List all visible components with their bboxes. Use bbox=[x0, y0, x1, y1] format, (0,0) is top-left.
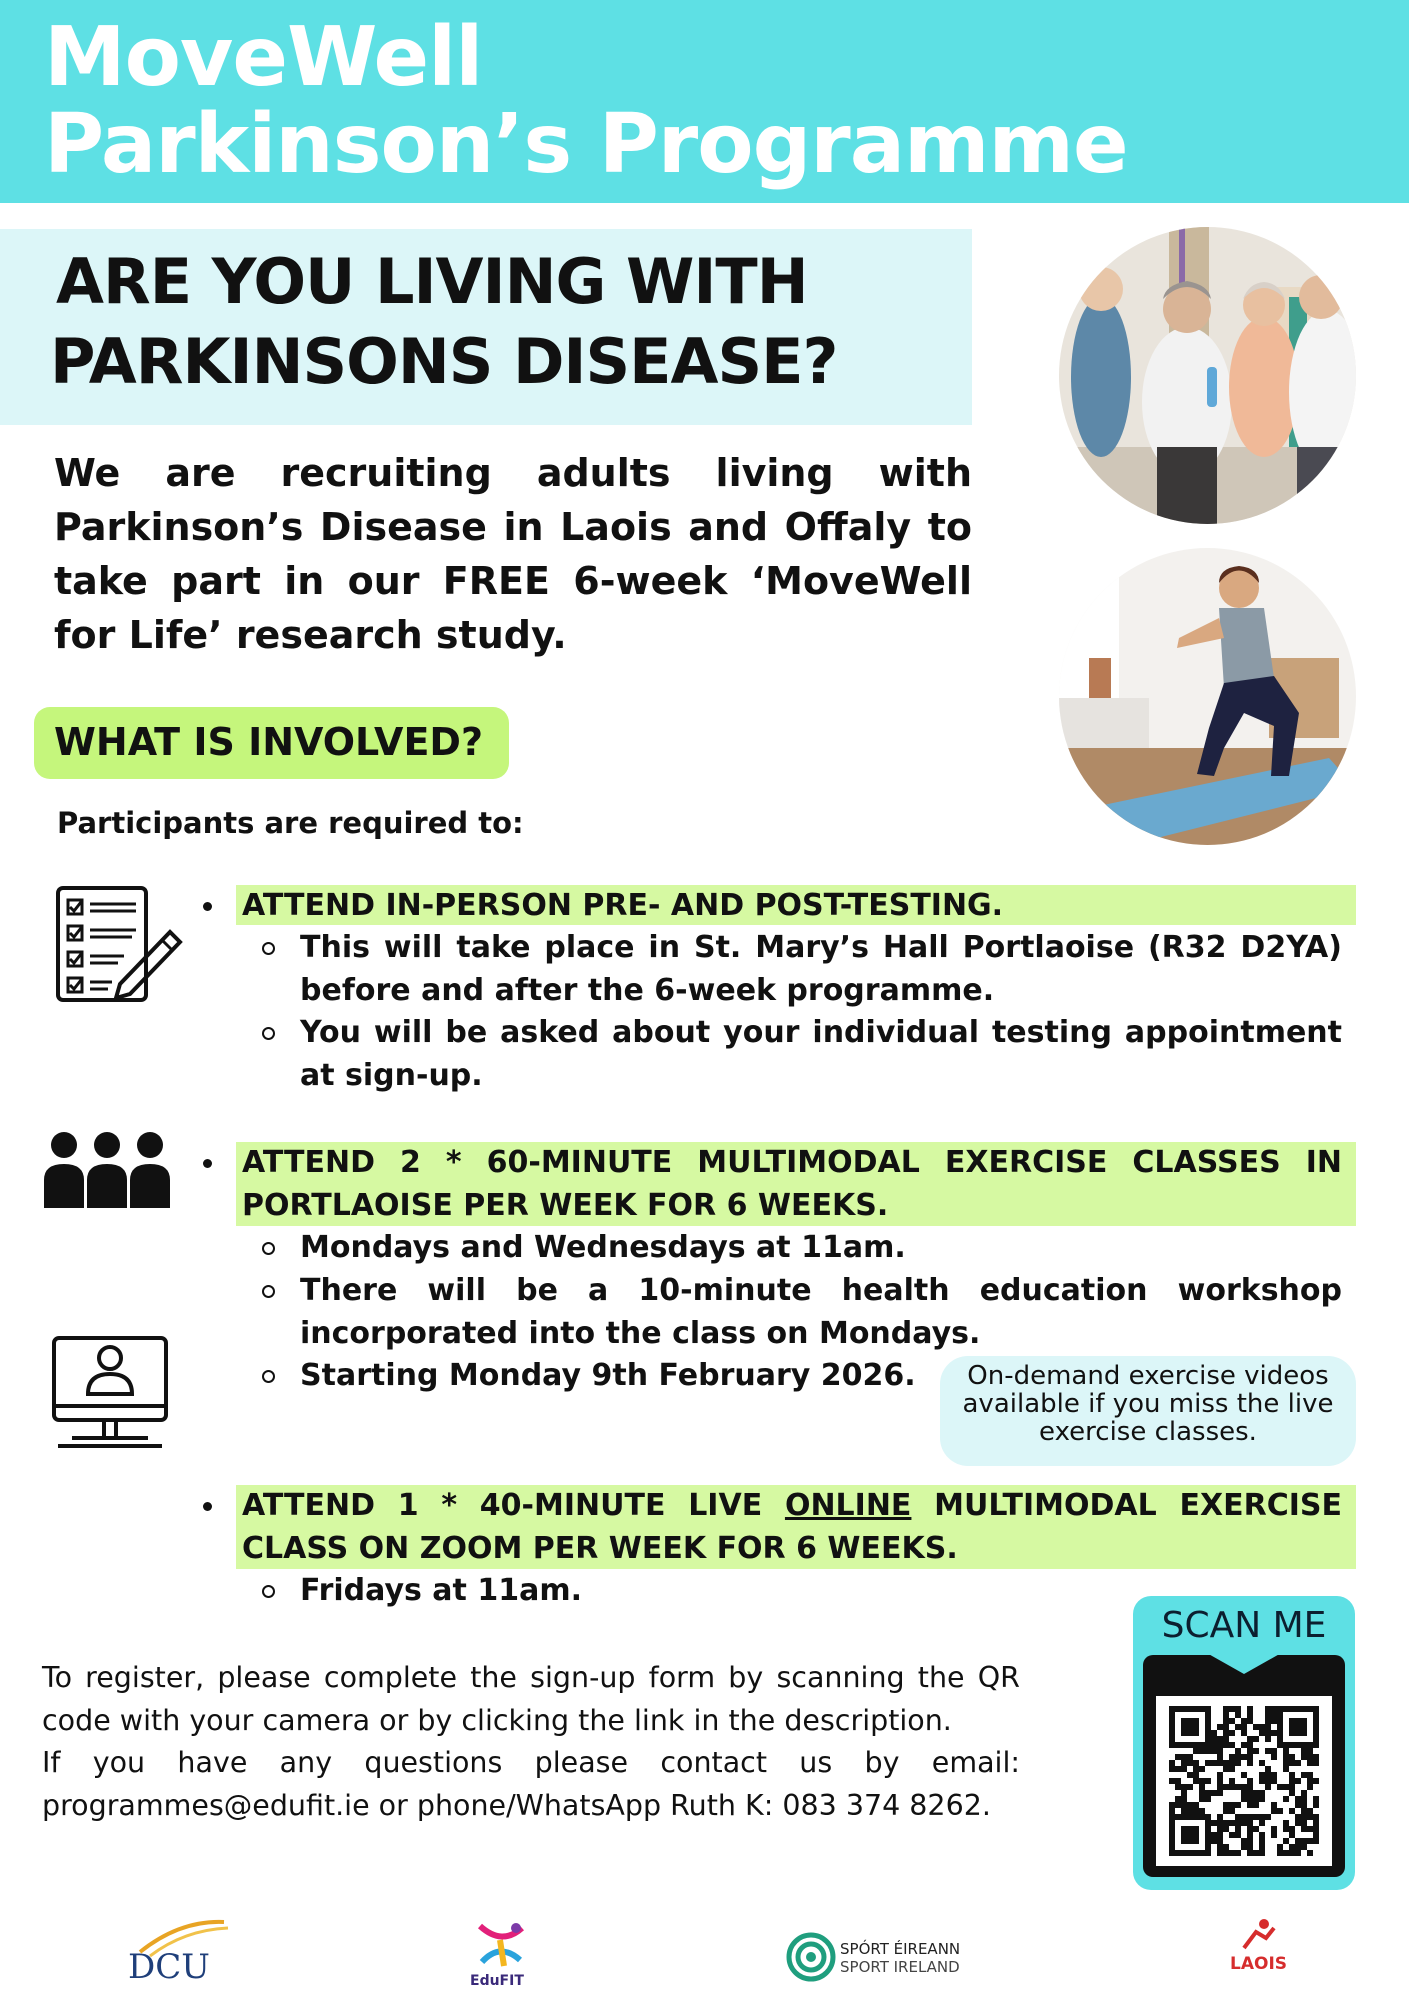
on-demand-note bbox=[940, 1356, 1356, 1466]
question-line-1: ARE YOU LIVING WITH bbox=[56, 245, 808, 318]
item1-heading: ATTEND IN-PERSON PRE- AND POST-TESTING. bbox=[242, 888, 1004, 923]
online-class-icon bbox=[50, 1334, 170, 1454]
sub-bullet bbox=[262, 1285, 275, 1298]
laois-sports-logo bbox=[1228, 1918, 1288, 1992]
qr-code[interactable] bbox=[1156, 1696, 1332, 1866]
item1-sub1: This will take place in St. Mary’s Hall Portlaoise (R32 D2YA) before and after the 6-week programme. bbox=[300, 930, 1342, 1008]
item2-sub1: Mondays and Wednesdays at 11am. bbox=[300, 1230, 906, 1265]
dcu-logo-text: DCU bbox=[128, 1947, 210, 1987]
dcu-logo bbox=[120, 1918, 230, 1988]
on-demand-text: On-demand exercise videos available if you miss the live exercise classes. bbox=[962, 1361, 1334, 1447]
bullet-dot bbox=[203, 1159, 212, 1168]
group-exercise-photo bbox=[1059, 227, 1356, 524]
bullet-dot bbox=[203, 1502, 212, 1511]
what-is-involved-badge bbox=[34, 707, 509, 779]
title-line-2: Parkinson’s Programme bbox=[44, 97, 1128, 192]
edufit-logo bbox=[466, 1920, 536, 1994]
item3-heading-online: ONLINE bbox=[784, 1488, 912, 1523]
scan-me-label: SCAN ME bbox=[1161, 1605, 1327, 1646]
sub-bullet bbox=[262, 1585, 275, 1598]
what-is-involved-heading: WHAT IS INVOLVED? bbox=[54, 720, 483, 764]
sub-bullet bbox=[262, 1242, 275, 1255]
home-exercise-photo bbox=[1059, 548, 1356, 845]
sub-bullet bbox=[262, 942, 275, 955]
scan-me-pointer bbox=[1205, 1652, 1283, 1674]
sub-bullet bbox=[262, 1370, 275, 1383]
item2-sub3: Starting Monday 9th February 2026. bbox=[300, 1358, 916, 1393]
item1-sub2: You will be asked about your individual testing appointment at sign-up. bbox=[300, 1015, 1342, 1093]
item3-heading-part2: MULTIMODAL EXERCISE CLASS ON ZOOM PER WEEK FOR 6 WEEKS. bbox=[242, 1488, 1343, 1566]
checklist-icon bbox=[54, 884, 184, 1004]
intro-paragraph: We are recruiting adults living with Parkinson’s Disease in Laois and Offaly to take part in our FREE 6-week ‘MoveWell for Life’ research study. bbox=[54, 451, 972, 657]
item3-sub1: Fridays at 11am. bbox=[300, 1573, 582, 1608]
sport-ireland-logo bbox=[786, 1930, 976, 1986]
bullet-dot bbox=[203, 902, 212, 911]
item2-sub2: There will be a 10-minute health education workshop incorporated into the class on Mondays. bbox=[300, 1273, 1342, 1351]
group-people-icon bbox=[42, 1130, 172, 1210]
item2-heading: ATTEND 2 * 60-MINUTE MULTIMODAL EXERCISE CLASSES IN PORTLAOISE PER WEEK FOR 6 WEEKS. bbox=[242, 1145, 1342, 1223]
item3-heading-part1: ATTEND 1 * 40-MINUTE LIVE bbox=[242, 1488, 785, 1523]
sub-bullet bbox=[262, 1027, 275, 1040]
header-banner bbox=[0, 0, 1409, 203]
item3-heading bbox=[242, 1484, 1342, 1570]
sport-ireland-line1: SPÓRT ÉIREANN bbox=[840, 1940, 961, 1958]
title-line-1: MoveWell bbox=[44, 10, 483, 105]
participants-lead: Participants are required to: bbox=[57, 806, 524, 840]
laois-logo-text: LAOIS bbox=[1230, 1954, 1288, 1974]
edufit-logo-text: EduFIT bbox=[470, 1973, 524, 1989]
sport-ireland-line2: SPORT IRELAND bbox=[840, 1958, 960, 1976]
contact-details: If you have any questions please contact us by email: programmes@edufit.ie or phone/WhatsApp Ruth K: 083 374 8262. bbox=[42, 1746, 1020, 1822]
register-instructions: To register, please complete the sign-up form by scanning the QR code with your camera or by clicking the link in the description. bbox=[42, 1661, 1020, 1737]
question-line-2: PARKINSONS DISEASE? bbox=[50, 325, 838, 398]
